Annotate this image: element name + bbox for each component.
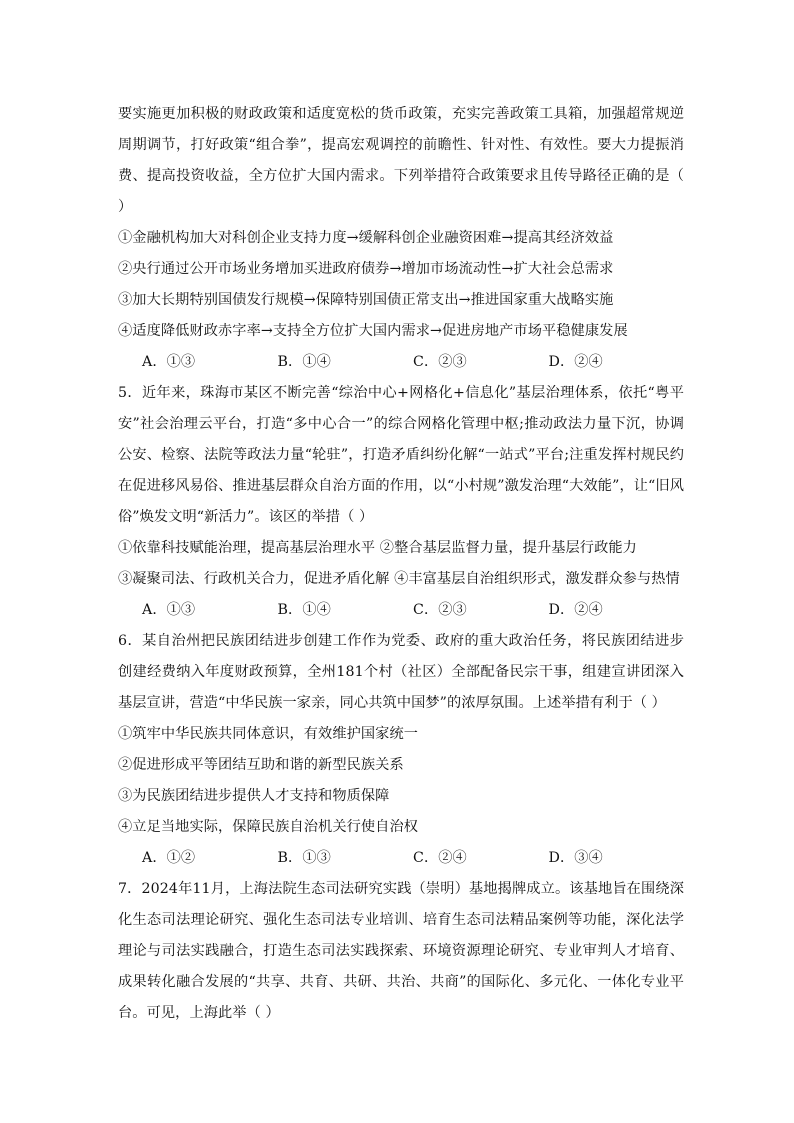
q6-choices xyxy=(118,843,684,874)
q6-choice-b[interactable]: B．①③ xyxy=(277,850,331,866)
q4-choice-c[interactable]: C．②③ xyxy=(413,354,467,370)
page-content xyxy=(118,99,684,1029)
q5-choice-a[interactable]: A．①③ xyxy=(142,602,196,618)
q5-items-row-2: ③凝聚司法、行政机关合力，促进矛盾化解 ④丰富基层自治组织形式，激发群众参与热情 xyxy=(118,571,680,587)
q5-items-row-1: ①依靠科技赋能治理，提高基层治理水平 ②整合基层监督力量，提升基层行政能力 xyxy=(118,540,637,556)
q6-choice-d[interactable]: D．③④ xyxy=(548,850,603,866)
q4-item-2: ②央行通过公开市场业务增加买进政府债券→增加市场流动性→扩大社会总需求 xyxy=(118,261,614,277)
q6-item-2: ②促进形成平等团结互助和谐的新型民族关系 xyxy=(118,757,404,773)
q6-item-4: ④立足当地实际，保障民族自治机关行使自治权 xyxy=(118,819,419,835)
q4-choice-b[interactable]: B．①④ xyxy=(277,354,331,370)
q6-item-3: ③为民族团结进步提供人才支持和物质保障 xyxy=(118,788,390,804)
q4-item-1: ①金融机构加大对科创企业支持力度→缓解科创企业融资困难→提高其经济效益 xyxy=(118,230,614,246)
q6-stem: 6．某自治州把民族团结进步创建工作作为党委、政府的重大政治任务，将民族团结进步创建经费纳入年度财政预算，全州181个村（社区）全部配备民宗干事，组建宣讲团深入基层宣讲，营造“中华民族一家亲，同心共筑中国梦”的浓厚氛围。上述举措有利于（ ） xyxy=(118,633,684,711)
q6-choice-a[interactable]: A．①② xyxy=(142,850,196,866)
q4-choices xyxy=(118,347,684,378)
q5-stem: 5．近年来，珠海市某区不断完善“综治中心+网格化+信息化”基层治理体系，依托“粤平安”社会治理云平台，打造“多中心合一”的综合网格化管理中枢;推动政法力量下沉，协调公安、检察、法院等政法力量“轮驻”，打造矛盾纠纷化解“一站式”平台;注重发挥村规民约在促进移风易俗、推进基层群众自治方面的作用，以“小村规”激发治理“大效能”，让“旧风俗”焕发文明“新活力”。该区的举措（ ） xyxy=(118,385,684,525)
q4-item-4: ④适度降低财政赤字率→支持全方位扩大国内需求→促进房地产市场平稳健康发展 xyxy=(118,323,628,339)
q5-choice-b[interactable]: B．①④ xyxy=(277,602,331,618)
q4-stem: 要实施更加积极的财政政策和适度宽松的货币政策，充实完善政策工具箱，加强超常规逆周期调节，打好政策“组合拳”，提高宏观调控的前瞻性、针对性、有效性。要大力提振消费、提高投资收益，全方位扩大国内需求。下列举措符合政策要求且传导路径正确的是（ ） xyxy=(118,106,684,215)
q7-stem: 7．2024年11月，上海法院生态司法研究实践（崇明）基地揭牌成立。该基地旨在围绕深化生态司法理论研究、强化生态司法专业培训、培育生态司法精品案例等功能，深化法学理论与司法实践融合，打造生态司法实践探索、环境资源理论研究、专业审判人才培育、成果转化融合发展的“共享、共育、共研、共治、共商”的国际化、多元化、一体化专业平台。可见，上海此举（ ） xyxy=(118,881,684,1021)
q5-choice-d[interactable]: D．②④ xyxy=(548,602,603,618)
q6-choice-c[interactable]: C．②④ xyxy=(413,850,467,866)
q4-item-3: ③加大长期特别国债发行规模→保障特别国债正常支出→推进国家重大战略实施 xyxy=(118,292,614,308)
q5-choices xyxy=(118,595,684,626)
q6-item-1: ①筑牢中华民族共同体意识，有效维护国家统一 xyxy=(118,726,419,742)
q4-choice-d[interactable]: D．②④ xyxy=(548,354,603,370)
q4-choice-a[interactable]: A．①③ xyxy=(142,354,196,370)
q5-choice-c[interactable]: C．②③ xyxy=(413,602,467,618)
